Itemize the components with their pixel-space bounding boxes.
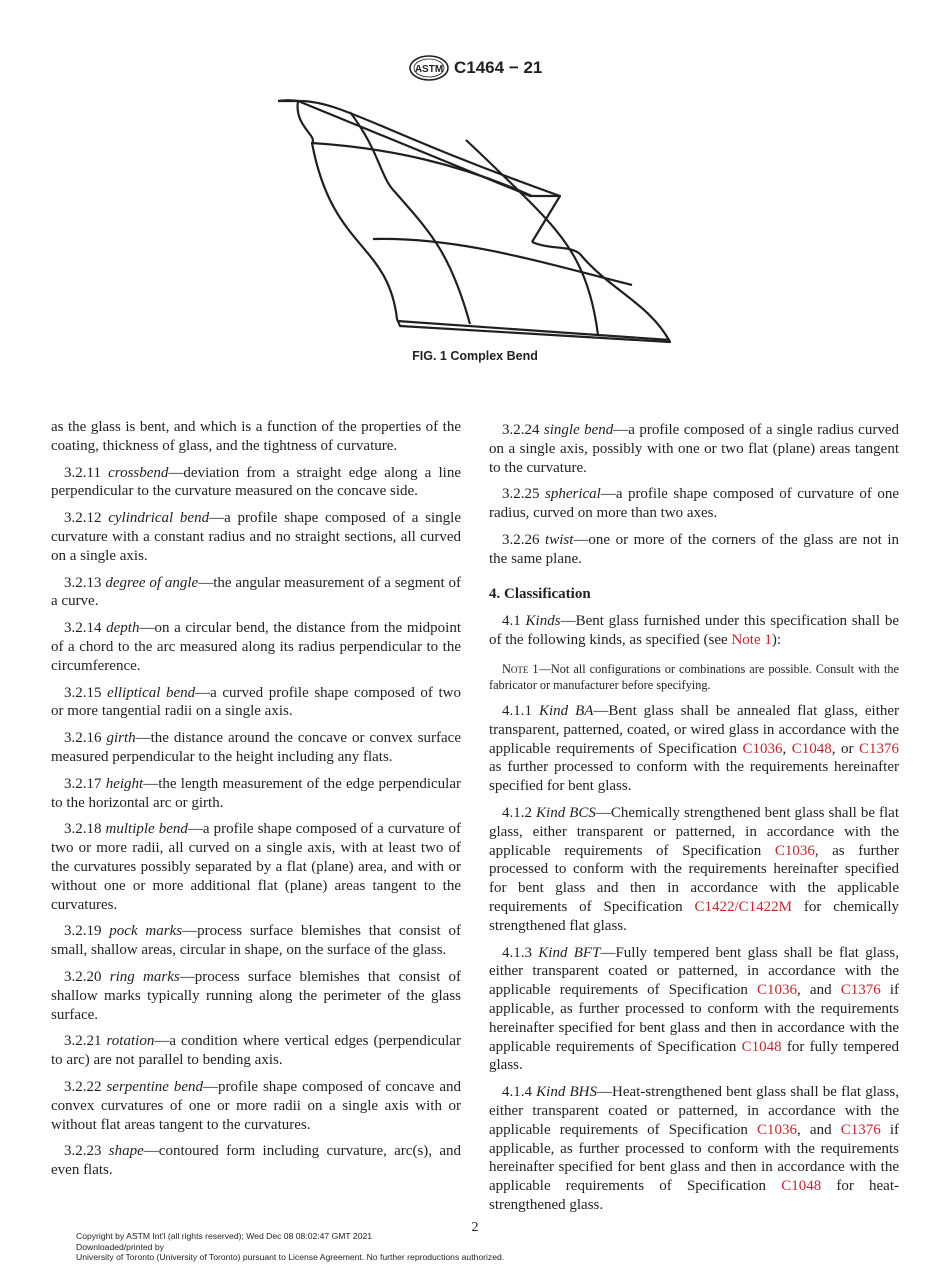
right-column [489,421,899,1223]
complex-bend-figure [270,92,680,352]
definition-3-2-18: 3.2.18 multiple bend—a profile shape composed of a curvature of two or more radii, all curved on a single axis, with at least two of the curvatures possibly separated by a flat (plane) area, and with or without one or more additional flat (plane) areas tangent to the curvatures. [51,821,461,913]
ref-c1048-link[interactable]: C1048 [791,740,832,757]
definition-3-2-23: 3.2.23 shape—contoured form including curvature, arc(s), and even flats. [51,1143,461,1179]
left-column [51,418,461,1188]
footer-line: Copyright by ASTM Int'l (all rights reserved); Wed Dec 08 08:02:47 GMT 2021 [76,1231,373,1241]
ref-c1036-link[interactable]: C1036 [774,842,815,859]
definition-3-2-11: 3.2.11 crossbend—deviation from a straight edge along a line perpendicular to the curvature measured on the concave side. [51,464,461,500]
copyright-footer [76,1231,504,1263]
document-id: C1464 − 21 [454,58,543,77]
page-header [0,54,950,86]
definition-3-2-17: 3.2.17 height—the length measurement of the edge perpendicular to the horizontal arc or girth. [51,775,461,811]
definition-3-2-16: 3.2.16 girth—the distance around the concave or convex surface measured perpendicular to the height including any flats. [51,730,461,765]
definition-3-2-20: 3.2.20 ring marks—process surface blemishes that consist of shallow marks typically running along the perimeter of the glass surface. [51,968,462,1023]
clause-4-1-1: 4.1.1 Kind BA—Bent glass shall be annealed flat glass, either transparent, patterned, coated, or wired glass in accordance with the applicable requirements of Specification C1036, C1048, or C1376 as further processed to conform with the requirements hereinafter specified for bent glass. [489,702,900,795]
note-1-link[interactable]: Note 1 [731,632,772,649]
definition-3-2-12: 3.2.12 cylindrical bend—a profile shape composed of a single curvature with a constant radius and no straight sections, all curved on a single axis. [51,510,461,564]
definition-3-2-25: 3.2.25 spherical—a profile shape composed of curvature of one radius, curved on more than two axes. [489,486,899,522]
definition-3-2-22: 3.2.22 serpentine bend—profile shape composed of concave and convex curvatures of one or more radii on a single axis with or without flat areas tangent to the curvatures. [51,1078,462,1133]
clause-4-1-4: 4.1.4 Kind BHS—Heat-strengthened bent glass shall be flat glass, either transparent coated or patterned, in accordance with the applicable requirements of Specification C1036, and C1376 if applicable, as further processed to conform with the requirements hereinafter specified for bent glass and then in accordance with the applicable requirements of Specification C1048 for heat-strengthened glass. [489,1084,900,1213]
figure-caption: FIG. 1 Complex Bend [412,349,538,363]
clause-4-1-3: 4.1.3 Kind BFT—Fully tempered bent glass shall be flat glass, either transparent coated or patterned, in accordance with the applicable requirements of Specification C1036, and C1376 if applicable, as further processed to conform with the requirements hereinafter specified for bent glass and then in accordance with the applicable requirements of Specification C1048 for fully tempered glass. [489,944,900,1074]
definition-3-2-19: 3.2.19 pock marks—process surface blemishes that consist of small, shallow areas, circular in shape, on the surface of the glass. [51,923,461,959]
ref-c1376-link[interactable]: C1376 [840,1121,881,1138]
section-heading-classification: 4. Classification [489,585,591,602]
astm-logo-icon [408,54,450,82]
svg-text:ASTM: ASTM [414,64,444,75]
clause-4-1: 4.1 Kinds—Bent glass furnished under this specification shall be of the following kinds, as specified (see Note 1): [489,613,900,649]
clause-4-1-2: 4.1.2 Kind BCS—Chemically strengthened bent glass shall be flat glass, either transparent or patterned, in accordance with the applicable requirements of Specification C1036, as further processed to conform with the requirements hereinafter specified for bent glass and then in accordance with the applicable requirements of Specification C1422/C1422M for chemically strengthened flat glass. [489,804,900,934]
continued-paragraph: as the glass is bent, and which is a function of the properties of the coating, thickness of glass, and the tightness of curvature. [51,419,461,454]
ref-c1422-link[interactable]: C1422/C1422M [694,898,793,915]
note-1: Note 1—Not all configurations or combinations are possible. Consult with the fabricator or manufacturer before specifying. [489,661,899,692]
definition-3-2-26: 3.2.26 twist—one or more of the corners of the glass are not in the same plane. [489,531,900,567]
ref-c1048-link[interactable]: C1048 [741,1038,782,1055]
definition-3-2-24: 3.2.24 single bend—a profile composed of a single radius curved on a single axis, possibly with one or two flat (plane) areas tangent to the curvature. [489,422,899,476]
definition-3-2-15: 3.2.15 elliptical bend—a curved profile shape composed of two or more tangential radii on a single axis. [51,684,462,720]
footer-line: University of Toronto (University of Toronto) pursuant to License Agreement. No further reproductions authorized. [76,1252,505,1263]
ref-c1048-link[interactable]: C1048 [781,1178,822,1195]
definition-3-2-13: 3.2.13 degree of angle—the angular measurement of a segment of a curve. [51,574,462,610]
ref-c1376-link[interactable]: C1376 [840,982,881,999]
page-number: 2 [471,1220,479,1235]
definition-3-2-14: 3.2.14 depth—on a circular bend, the distance from the midpoint of a chord to the arc measured along its radius perpendicular to the circumference. [51,620,461,674]
footer-line: Downloaded/printed by [76,1241,164,1252]
ref-c1036-link[interactable]: C1036 [757,982,798,999]
ref-c1376-link[interactable]: C1376 [858,740,899,757]
ref-c1036-link[interactable]: C1036 [742,740,783,757]
definition-3-2-21: 3.2.21 rotation—a condition where vertical edges (perpendicular to arc) are not parallel to bending axis. [51,1033,461,1069]
ref-c1036-link[interactable]: C1036 [757,1121,798,1138]
